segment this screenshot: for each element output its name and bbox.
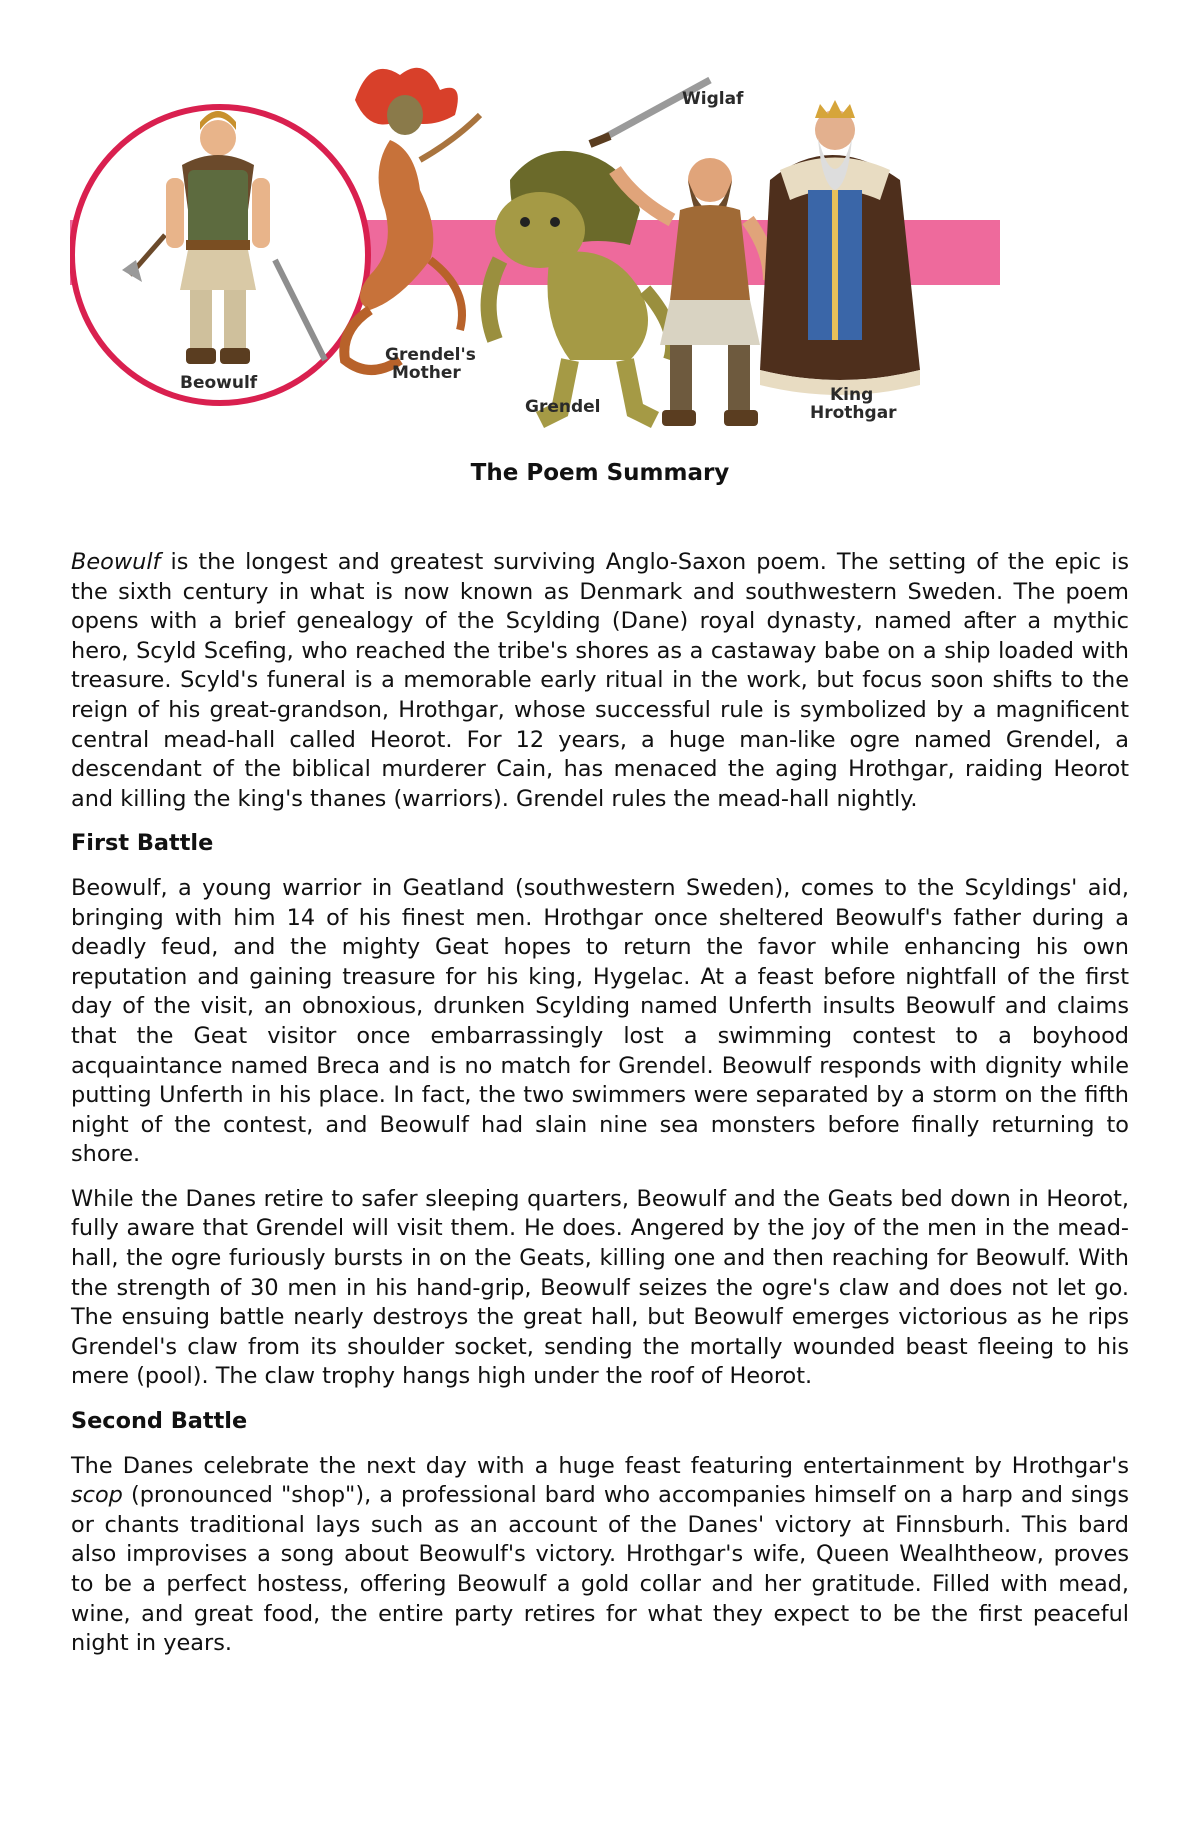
label-king-hrothgar-line1: King — [830, 385, 874, 405]
characters-illustration-svg — [70, 60, 1010, 450]
label-grendel: Grendel — [525, 397, 601, 417]
grendel-figure — [489, 151, 673, 420]
characters-illustration — [70, 60, 1010, 450]
king-hrothgar-figure — [760, 100, 920, 395]
first-battle-paragraph-1: Beowulf, a young warrior in Geatland (southwestern Sweden), comes to the Scyldings' aid, bringing with him 14 of his finest men. Hrothgar once sheltered Beowulf's father during a deadly feud, and the mighty Geat hopes to return the favor while enhancing his own reputation and gaining treasure for his king, Hygelac. At a feast before nightfall of the first day of the visit, an obnoxious, drunken Scylding named Unferth insults Beowulf and claims that the Geat visitor once embarrassingly lost a swimming contest to a boyhood acquaintance named Breca and is no match for Grendel. Beowulf responds with dignity while putting Unferth in his place. In fact, the two swimmers were separated by a storm on the fifth night of the contest, and Beowulf had slain nine sea monsters before finally returning to shore. — [71, 874, 1129, 1168]
scop-italic: scop — [71, 1482, 123, 1509]
page-title: The Poem Summary — [470, 460, 730, 486]
label-beowulf: Beowulf — [180, 373, 258, 393]
section-heading-first-battle: First Battle — [71, 830, 214, 857]
second-battle-text-after: (pronounced "shop"), a professional bard who accompanies himself on a harp and sings or chants traditional lays such as an account of the Danes' victory at Finnsburh. This bard also improvises a song about Beowulf's victory. Hrothgar's wife, Queen Wealhtheow, proves to be a perfect hostess, offering Beowulf a gold collar and her gratitude. Filled with mead, wine, and great food, the entire party retires for what they expect to be the first peaceful night in years. — [71, 1482, 1129, 1657]
label-grendels-mother-line1: Grendel's — [385, 345, 476, 365]
label-grendels-mother-line2: Mother — [392, 363, 461, 383]
intro-text: is the longest and greatest surviving Anglo-Saxon poem. The setting of the epic is the sixth century in what is now known as Denmark and southwestern Sweden. The poem opens with a brief genealogy of the Scylding (Dane) royal dynasty, named after a mythic hero, Scyld Scefing, who reached the tribe's shores as a castaway babe on a ship loaded with treasure. Scyld's funeral is a memorable early ritual in the work, but focus soon shifts to the reign of his great-grandson, Hrothgar, whose successful rule is symbolized by a magnificent central mead-hall called Heorot. For 12 years, a huge man-like ogre named Grendel, a descendant of the biblical murderer Cain, has menaced the aging Hrothgar, raiding Heorot and killing the king's thanes (warriors). Grendel rules the mead-hall nightly. — [71, 549, 1129, 812]
intro-paragraph — [71, 548, 1129, 814]
label-wiglaf: Wiglaf — [682, 89, 744, 109]
label-king-hrothgar-line2: Hrothgar — [810, 403, 897, 423]
second-battle-text-before: The Danes celebrate the next day with a huge feast featuring entertainment by Hrothgar's — [71, 1452, 1129, 1479]
first-battle-paragraph-2: While the Danes retire to safer sleeping quarters, Beowulf and the Geats bed down in Heorot, fully aware that Grendel will visit them. He does. Angered by the joy of the men in the mead-hall, the ogre furiously bursts in on the Geats, killing one and then reaching for Beowulf. With the strength of 30 men in his hand-grip, Beowulf seizes the ogre's claw and does not let go. The ensuing battle nearly destroys the great hall, but Beowulf emerges victorious as he rips Grendel's claw from its shoulder socket, sending the mortally wounded beast fleeing to his mere (pool). The claw trophy hangs high under the roof of Heorot. — [71, 1185, 1129, 1390]
poem-title-italic: Beowulf — [71, 549, 161, 575]
document-body — [71, 548, 1129, 1674]
section-heading-second-battle: Second Battle — [71, 1408, 248, 1435]
second-battle-paragraph — [71, 1452, 1129, 1659]
